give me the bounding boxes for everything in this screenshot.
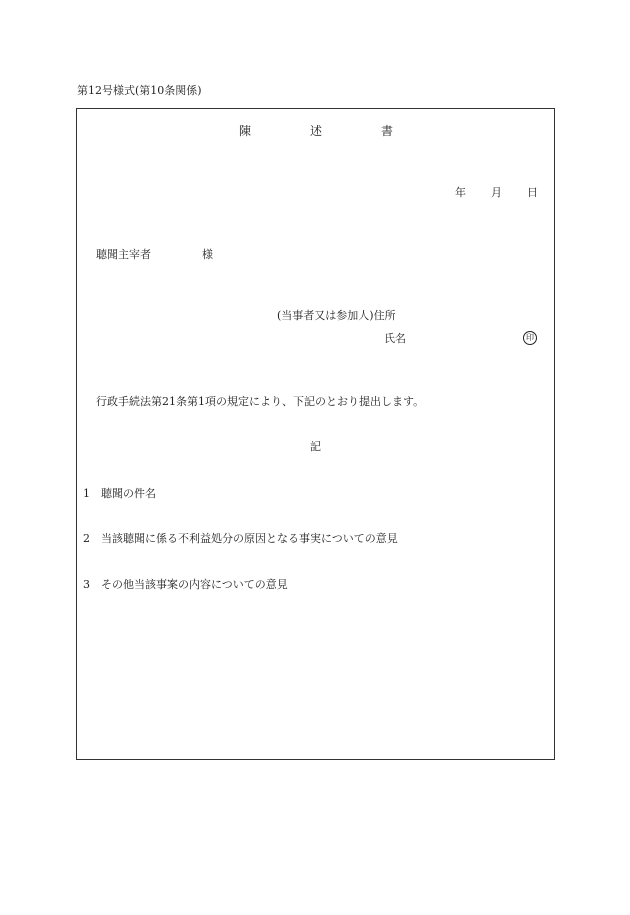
seal-mark: 印 [523, 331, 537, 345]
item-1-text: 聴聞の件名 [101, 487, 156, 500]
addressee-honorific: 様 [202, 248, 213, 261]
title-char-2: 述 [310, 124, 323, 138]
statement-form-frame [76, 108, 555, 760]
name-label: 氏名 [384, 332, 406, 345]
item-3-number: 3 [83, 578, 90, 591]
title-char-3: 書 [381, 124, 394, 138]
date-month-label: 月 [491, 186, 502, 199]
addressee-label: 聴聞主宰者 [96, 248, 151, 261]
submission-statement: 行政手続法第21条第1項の規定により、下記のとおり提出します。 [96, 395, 425, 408]
form-number-label: 第12号様式(第10条関係) [77, 84, 202, 97]
date-year-label: 年 [455, 186, 466, 199]
date-day-label: 日 [527, 186, 538, 199]
item-1-number: 1 [83, 487, 90, 500]
item-2-number: 2 [83, 532, 90, 545]
item-2-text: 当該聴聞に係る不利益処分の原因となる事実についての意見 [101, 532, 398, 545]
ki-heading: 記 [310, 440, 321, 453]
address-label: (当事者又は参加人)住所 [277, 309, 396, 322]
title-char-1: 陳 [239, 124, 252, 138]
item-3-text: その他当該事案の内容についての意見 [101, 578, 288, 591]
